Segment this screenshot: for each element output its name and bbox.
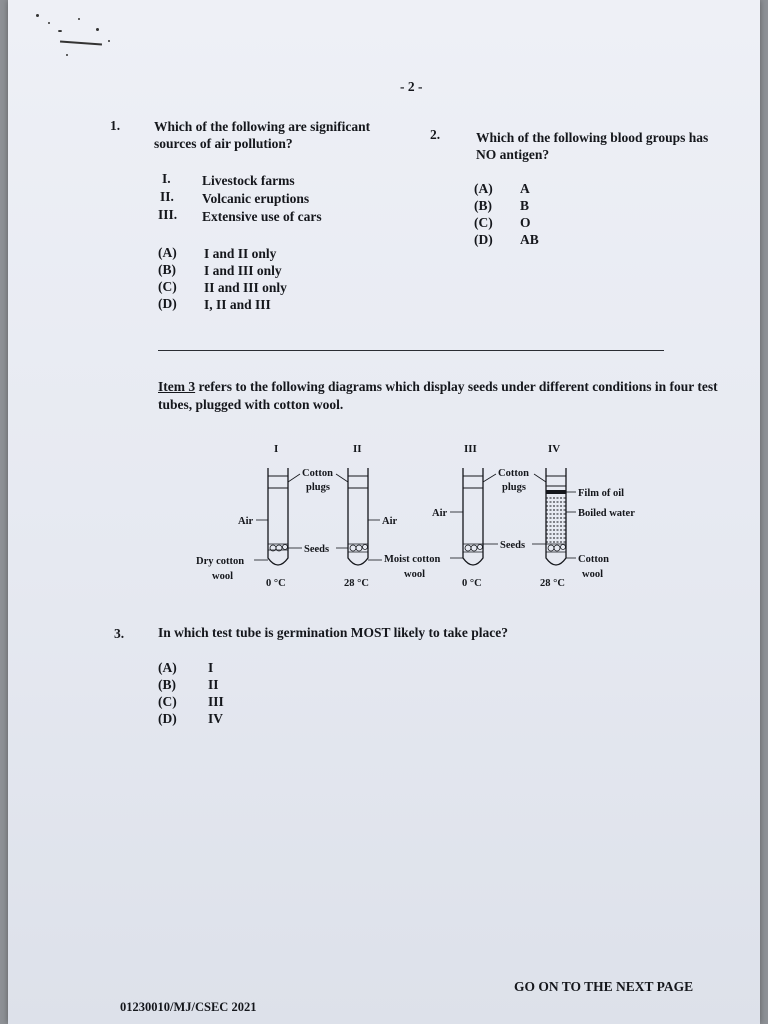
option-letter[interactable]: (C): [158, 279, 177, 294]
option-letter[interactable]: (A): [158, 245, 177, 260]
option-text[interactable]: IV: [208, 711, 224, 726]
question-number: 3.: [114, 626, 125, 641]
option-text[interactable]: A: [520, 181, 530, 196]
label-cotton-wool: Cotton: [578, 554, 609, 565]
label-dry-cotton-wool: Dry cotton: [196, 556, 245, 567]
option-letter[interactable]: (A): [474, 181, 493, 196]
statement-number: III.: [158, 207, 178, 222]
paper-code: 01230010/MJ/CSEC 2021: [120, 1000, 257, 1014]
label-seeds: Seeds: [304, 544, 330, 555]
option-text[interactable]: III: [208, 694, 224, 709]
tube-label-4: IV: [548, 443, 561, 455]
test-tube-2: [348, 468, 368, 565]
label-film-of-oil: Film of oil: [578, 488, 625, 499]
test-tubes-diagram: [178, 436, 678, 596]
exam-page: [8, 0, 760, 1024]
option-letter[interactable]: (B): [474, 198, 492, 213]
label-dry-cotton-wool: wool: [212, 571, 233, 582]
label-cotton-wool: wool: [582, 569, 603, 580]
question-stem-line: NO antigen?: [476, 147, 550, 162]
test-tube-1: [268, 468, 288, 565]
test-tube-3: [463, 468, 483, 565]
tube-label-3: III: [464, 443, 477, 455]
option-letter[interactable]: (A): [158, 660, 177, 675]
item-intro-text: refers to the following diagrams which display seeds under different conditions in four test: [195, 379, 718, 394]
temperature-label: 0 °C: [266, 578, 286, 589]
option-text[interactable]: I and II only: [204, 246, 277, 261]
tube-label-1: I: [274, 443, 279, 455]
option-text[interactable]: I and III only: [204, 263, 282, 278]
option-text[interactable]: O: [520, 215, 531, 230]
statement-text: Volcanic eruptions: [202, 191, 310, 206]
option-letter[interactable]: (B): [158, 262, 176, 277]
question-stem: In which test tube is germination MOST likely to take place?: [158, 625, 509, 640]
label-seeds: Seeds: [500, 540, 526, 551]
label-cotton-plugs: Cotton: [302, 468, 333, 479]
label-boiled-water: Boiled water: [578, 508, 635, 519]
tube-label-2: II: [353, 443, 362, 455]
label-cotton-plugs: Cotton: [498, 468, 529, 479]
label-cotton-plugs: plugs: [502, 482, 526, 493]
option-letter[interactable]: (D): [158, 711, 177, 726]
label-cotton-plugs: plugs: [306, 482, 330, 493]
option-text[interactable]: II: [208, 677, 219, 692]
next-page-notice: GO ON TO THE NEXT PAGE: [514, 979, 694, 994]
option-letter[interactable]: (C): [158, 694, 177, 709]
temperature-label: 0 °C: [462, 578, 482, 589]
question-number: 1.: [110, 118, 121, 133]
label-moist-cotton-wool: Moist cotton: [384, 554, 441, 565]
statement-number: I.: [162, 171, 171, 186]
option-text[interactable]: I, II and III: [204, 297, 271, 312]
temperature-label: 28 °C: [540, 578, 565, 589]
label-air: Air: [382, 516, 398, 527]
option-letter[interactable]: (D): [158, 296, 177, 311]
question-stem-line: sources of air pollution?: [154, 136, 293, 151]
statement-text: Livestock farms: [202, 173, 295, 188]
statement-number: II.: [160, 189, 174, 204]
question-stem-line: Which of the following are significant: [154, 119, 371, 134]
item-reference: Item 3: [158, 379, 196, 394]
option-letter[interactable]: (D): [474, 232, 493, 247]
section-divider: [158, 350, 664, 351]
test-tube-4: [546, 468, 566, 565]
question-stem-line: Which of the following blood groups has: [476, 130, 709, 145]
option-letter[interactable]: (B): [158, 677, 176, 692]
option-text[interactable]: II and III only: [204, 280, 287, 295]
item-3-intro: [158, 378, 728, 395]
label-air: Air: [238, 516, 254, 527]
page-number: - 2 -: [400, 79, 423, 94]
statement-text: Extensive use of cars: [202, 209, 322, 224]
temperature-label: 28 °C: [344, 578, 369, 589]
label-moist-cotton-wool: wool: [404, 569, 425, 580]
item-3-intro-line2: tubes, plugged with cotton wool.: [158, 397, 344, 412]
label-air: Air: [432, 508, 448, 519]
option-text[interactable]: AB: [520, 232, 539, 247]
option-text[interactable]: B: [520, 198, 530, 213]
option-letter[interactable]: (C): [474, 215, 493, 230]
question-number: 2.: [430, 127, 441, 142]
option-text[interactable]: I: [208, 660, 214, 675]
